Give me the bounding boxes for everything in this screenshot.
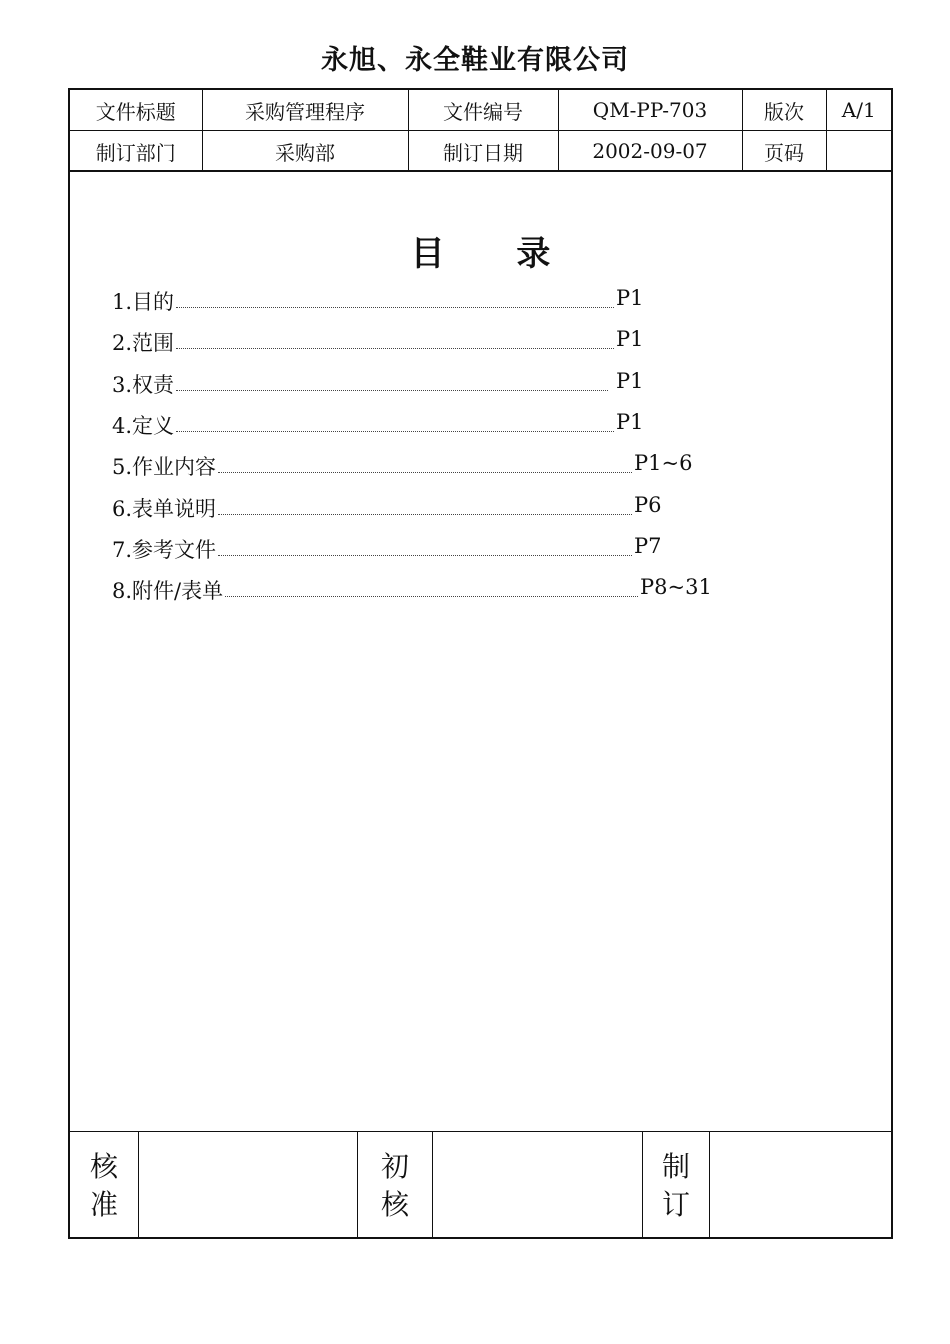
dept-value: 采购部 xyxy=(202,131,408,172)
toc-item[interactable] xyxy=(112,410,832,440)
toc-item-page: P1 xyxy=(616,368,644,393)
draft-label-cell xyxy=(643,1132,710,1238)
approve-signature-cell[interactable] xyxy=(139,1132,358,1238)
toc-item-label: 7.参考文件 xyxy=(112,537,217,562)
toc-item-label: 3.权责 xyxy=(112,372,175,397)
header-table xyxy=(70,90,891,172)
review-label-1: 初 xyxy=(380,1150,409,1183)
doc-title-value: 采购管理程序 xyxy=(202,90,408,131)
toc-item-label: 2.范围 xyxy=(112,331,175,356)
review-signature-cell[interactable] xyxy=(433,1132,643,1238)
header-row-1 xyxy=(70,90,891,131)
toc-leader-dots xyxy=(176,390,608,391)
toc-item[interactable] xyxy=(112,327,832,357)
toc-item-page: P1 xyxy=(616,327,644,352)
toc-item-label: 4.定义 xyxy=(112,413,175,438)
toc-item-label: 5.作业内容 xyxy=(112,455,217,480)
toc-item[interactable] xyxy=(112,575,832,605)
draft-label-1: 制 xyxy=(661,1150,690,1183)
toc-leader-dots xyxy=(218,472,632,473)
toc-item-page: P8~31 xyxy=(640,575,712,600)
toc-leader-dots xyxy=(176,307,614,308)
page-value xyxy=(826,131,891,172)
header-row-2 xyxy=(70,131,891,172)
toc-item[interactable] xyxy=(112,493,832,523)
toc-leader-dots xyxy=(176,431,614,432)
approve-label-cell xyxy=(70,1132,139,1238)
toc-item-label: 1.目的 xyxy=(112,290,175,314)
toc-item-page: P7 xyxy=(634,533,662,558)
doc-title-label: 文件标题 xyxy=(70,90,202,131)
toc-item-label: 6.表单说明 xyxy=(112,496,217,521)
version-label: 版次 xyxy=(742,90,826,131)
toc-item[interactable] xyxy=(112,286,832,316)
toc-item-label: 8.附件/表单 xyxy=(112,579,224,604)
document-frame xyxy=(68,88,893,1239)
toc-item[interactable] xyxy=(112,534,832,564)
doc-no-label: 文件编号 xyxy=(408,90,558,131)
toc-leader-dots xyxy=(218,555,632,556)
review-label-cell xyxy=(358,1132,433,1238)
toc-item-page: P1~6 xyxy=(634,451,693,476)
review-label-2: 核 xyxy=(380,1188,409,1221)
header-divider xyxy=(70,170,891,172)
date-value: 2002-09-07 xyxy=(558,131,742,172)
toc-item[interactable] xyxy=(112,369,832,399)
draft-label-2: 订 xyxy=(661,1188,690,1221)
toc-leader-dots xyxy=(218,514,632,515)
approve-label-1: 核 xyxy=(89,1150,118,1183)
company-title: 永旭、永全鞋业有限公司 xyxy=(321,45,629,76)
toc-item-page: P6 xyxy=(634,492,662,517)
dept-label: 制订部门 xyxy=(70,131,202,172)
toc-item[interactable] xyxy=(112,451,832,481)
doc-no-value: QM-PP-703 xyxy=(558,90,742,131)
version-value: A/1 xyxy=(826,90,891,131)
toc-item-page: P1 xyxy=(616,409,644,434)
signoff-row xyxy=(70,1131,891,1238)
approve-label-2: 准 xyxy=(89,1188,118,1221)
toc-leader-dots xyxy=(225,596,638,597)
toc-title: 目 录 xyxy=(410,234,581,274)
draft-signature-cell[interactable] xyxy=(710,1132,891,1238)
page-label: 页码 xyxy=(742,131,826,172)
toc-item-page: P1 xyxy=(616,286,644,310)
toc-leader-dots xyxy=(176,348,614,349)
date-label: 制订日期 xyxy=(408,131,558,172)
